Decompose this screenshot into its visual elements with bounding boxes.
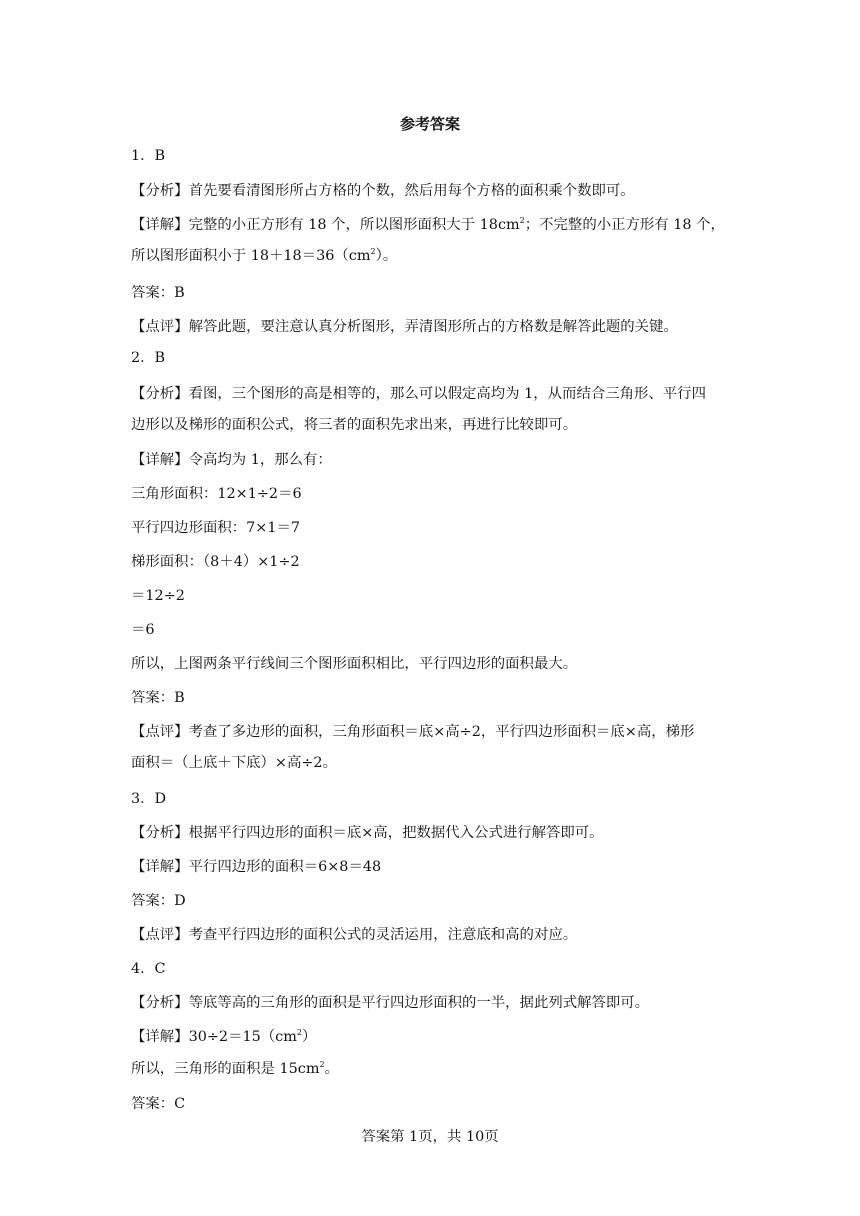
q2-detail-line-3: 平行四边形面积：7×1＝7 [131, 520, 301, 536]
q4-number: 4．C [131, 961, 166, 977]
superscript: 2 [370, 247, 376, 256]
q2-detail-line-4: 梯形面积：（8＋4）×1÷2 [131, 554, 300, 570]
q1-number: 1．B [131, 148, 166, 164]
q4-analysis: 【分析】等底等高的三角形的面积是平行四边形面积的一半，据此列式解答即可。 [131, 995, 650, 1011]
q1-comment: 【点评】解答此题，要注意认真分析图形，弄清图形所占的方格数是解答此题的关键。 [131, 319, 678, 335]
q2-number: 2．B [131, 350, 166, 366]
q4-answer: 答案：C [131, 1096, 186, 1112]
page-title: 参考答案 [399, 115, 460, 133]
q1-detail-line-1: 【详解】完整的小正方形有 18 个，所以图形面积大于 $18cm^2$；不完整的小正方形有 18 个， [131, 216, 725, 233]
superscript: 2 [296, 1028, 302, 1037]
q2-analysis-line-2: 边形以及梯形的面积公式，将三者的面积先求出来，再进行比较即可。 [131, 417, 578, 433]
q2-analysis-line-1: 【分析】看图，三个图形的高是相等的，那么可以假定高均为 1，从而结合三角形、平行四 [131, 386, 706, 402]
page-footer: 答案第 1页，共 10页 [361, 1129, 499, 1145]
q2-detail-line-7: 所以，上图两条平行线间三个图形面积相比，平行四边形的面积最大。 [131, 656, 578, 672]
q3-number: 3．D [131, 791, 167, 807]
q4-detail: 【详解】$30\div 2=15(cm^2)$ [131, 1028, 317, 1045]
superscript: 2 [319, 1060, 325, 1069]
q1-analysis: 【分析】首先要看清图形所占方格的个数，然后用每个方格的面积乘个数即可。 [131, 183, 635, 199]
q2-detail-line-5: ＝12÷2 [131, 588, 185, 604]
q4-result: 所以，三角形的面积是 $15cm^2$。 [131, 1060, 339, 1077]
q3-answer: 答案：D [131, 893, 186, 909]
q3-comment: 【点评】考查平行四边形的面积公式的灵活运用，注意底和高的对应。 [131, 927, 578, 943]
q2-comment-line-1: 【点评】考查了多边形的面积，三角形面积＝底×高÷2，平行四边形面积＝底×高，梯形 [131, 724, 695, 740]
q3-detail: 【详解】平行四边形的面积＝6×8＝48 [131, 859, 382, 875]
q2-detail-line-2: 三角形面积：12×1÷2＝6 [131, 486, 302, 502]
q2-comment-line-2: 面积＝（上底＋下底）×高÷2。 [131, 755, 337, 771]
q2-detail-line-6: ＝6 [131, 622, 155, 638]
q2-answer: 答案：B [131, 690, 185, 706]
superscript: 2 [519, 216, 525, 225]
q1-detail-line-2: 所以图形面积小于 $18+18=36(cm^2)$。 [131, 247, 398, 264]
q3-analysis: 【分析】根据平行四边形的面积＝底×高，把数据代入公式进行解答即可。 [131, 825, 604, 841]
q1-answer: 答案：B [131, 285, 185, 301]
q2-detail-line-1: 【详解】令高均为 1，那么有： [131, 452, 332, 468]
